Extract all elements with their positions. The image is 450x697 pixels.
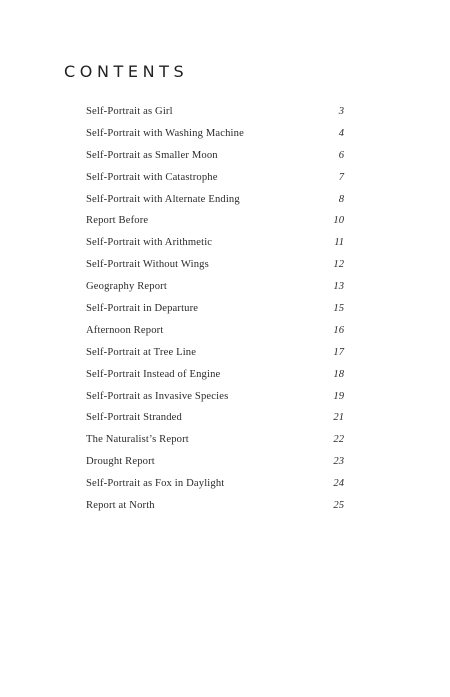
toc-entry-page: 21 [333, 412, 344, 424]
toc-entry-page: 13 [333, 281, 344, 293]
toc-entry-title: Drought Report [86, 456, 155, 468]
toc-entry-page: 3 [338, 106, 344, 117]
toc-entry-title: Self-Portrait in Departure [86, 303, 199, 315]
toc-entry-page: 12 [333, 259, 344, 271]
toc-entry-title: Self-Portrait at Tree Line [86, 346, 197, 358]
toc-entry-title: Self-Portrait with Catastrophe [86, 171, 218, 183]
toc-entry [86, 478, 348, 500]
toc-entry-title: Self-Portrait as Invasive Species [86, 390, 229, 402]
toc-entry-page: 7 [338, 171, 344, 183]
table-of-contents [86, 106, 348, 522]
toc-entry-title: Afternoon Report [86, 324, 164, 336]
toc-entry-title: Self-Portrait Instead of Engine [86, 368, 221, 380]
toc-entry-page: 17 [333, 346, 344, 358]
toc-entry-page: 6 [338, 149, 344, 161]
toc-entry [86, 172, 348, 194]
toc-entry-page: 15 [333, 303, 344, 315]
toc-entry [86, 281, 348, 303]
toc-entry-title: Report Before [86, 215, 149, 227]
toc-entry-page: 8 [338, 193, 344, 205]
toc-entry-title: Report at North [86, 500, 155, 512]
toc-entry [86, 194, 348, 216]
toc-entry-page: 10 [333, 215, 344, 227]
toc-entry [86, 456, 348, 478]
toc-entry [86, 237, 348, 259]
toc-entry-page: 23 [333, 456, 344, 468]
toc-entry-title: Self-Portrait as Fox in Daylight [86, 478, 225, 490]
toc-entry [86, 347, 348, 369]
toc-entry-page: 16 [333, 324, 344, 336]
toc-entry-page: 11 [334, 237, 344, 249]
toc-entry-page: 25 [333, 500, 344, 512]
toc-entry [86, 369, 348, 391]
toc-entry-title: Self-Portrait as Girl [86, 106, 173, 117]
page-title: CONTENTS [64, 62, 189, 81]
toc-entry-title: Self-Portrait with Arithmetic [86, 237, 213, 249]
toc-entry-page: 18 [333, 368, 344, 380]
toc-entry-title: Self-Portrait as Smaller Moon [86, 149, 218, 161]
toc-entry-page: 24 [333, 478, 344, 490]
toc-entry-title: Self-Portrait with Alternate Ending [86, 193, 240, 205]
toc-entry [86, 215, 348, 237]
toc-entry-page: 19 [333, 390, 344, 402]
toc-entry [86, 434, 348, 456]
toc-entry [86, 412, 348, 434]
toc-entry [86, 150, 348, 172]
toc-entry-page: 4 [338, 127, 344, 139]
toc-entry-title: Self-Portrait with Washing Machine [86, 127, 244, 139]
toc-entry [86, 500, 348, 522]
toc-entry [86, 325, 348, 347]
toc-entry-title: Self-Portrait Without Wings [86, 259, 209, 271]
toc-entry-title: The Naturalist’s Report [86, 434, 189, 446]
toc-entry [86, 106, 348, 128]
toc-entry [86, 259, 348, 281]
toc-entry [86, 391, 348, 413]
toc-entry-title: Geography Report [86, 281, 167, 293]
toc-entry [86, 128, 348, 150]
toc-entry-page: 22 [333, 434, 344, 446]
toc-entry-title: Self-Portrait Stranded [86, 412, 182, 424]
toc-entry [86, 303, 348, 325]
